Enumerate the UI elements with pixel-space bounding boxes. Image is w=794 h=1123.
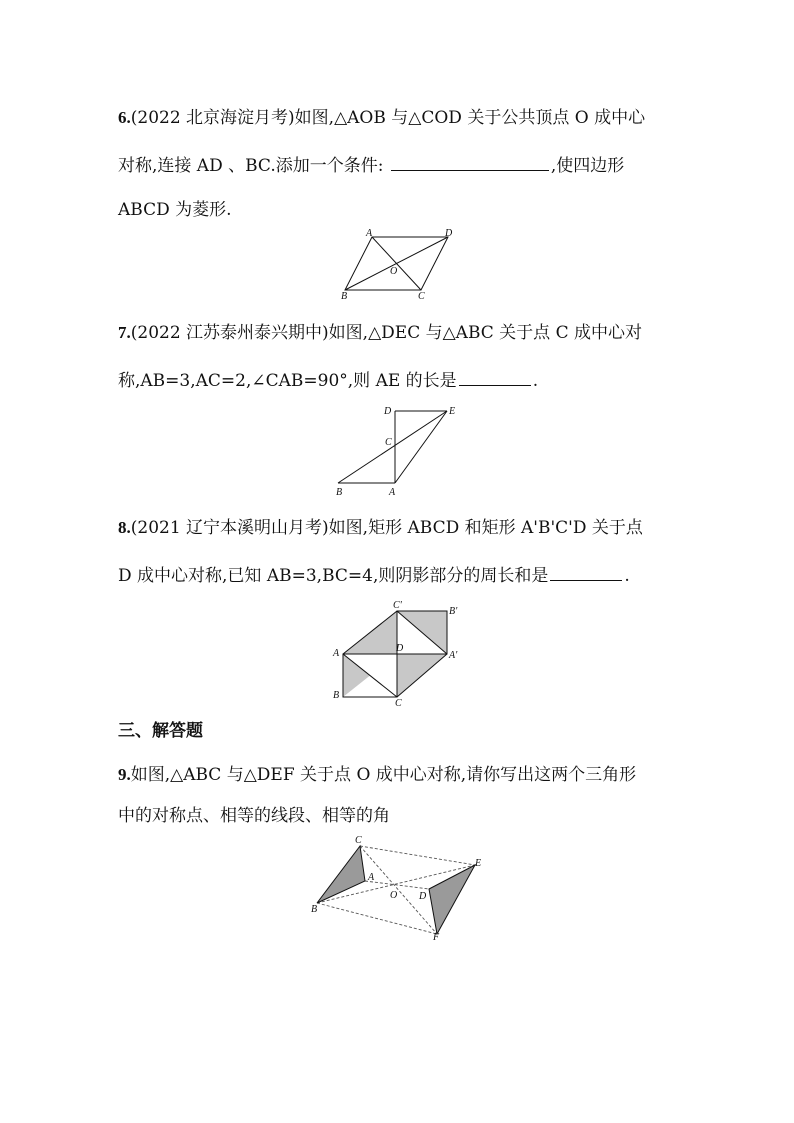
q8-figure: [330, 598, 470, 708]
q9-triangle-ABC: [317, 846, 365, 903]
q8-label-C-prime: C': [393, 600, 402, 611]
q9-number: 9.: [118, 765, 131, 784]
q6-answer-blank[interactable]: [391, 169, 549, 171]
q9-label-F: F: [433, 932, 440, 943]
q6-number: 6.: [118, 108, 131, 127]
q9-line1: [118, 760, 636, 785]
q7-line2: [118, 366, 538, 391]
q7-label-E: E: [449, 406, 456, 417]
q9-label-B: B: [311, 904, 318, 915]
q8-number: 8.: [118, 518, 131, 537]
q9-line2: [118, 801, 390, 826]
q9-figure: [305, 828, 495, 943]
q7-answer-blank[interactable]: [459, 384, 531, 386]
q7-label-D: D: [384, 406, 392, 417]
q7-text-line2-post: .: [532, 371, 539, 391]
q7-number: 7.: [118, 323, 131, 342]
q7-text-line1: (2022 江苏泰州泰兴期中)如图,△DEC 与△ABC 关于点 C 成中心对: [130, 323, 642, 343]
q8-label-A: A: [333, 648, 340, 659]
q6-label-D: D: [445, 228, 453, 239]
q6-text-line2-post: ,使四边形: [550, 156, 625, 176]
q8-line1: [118, 513, 643, 538]
q7-text-line2-pre: 称,AB=3,AC=2,∠CAB=90°,则 AE 的长是: [118, 371, 457, 391]
q6-label-O: O: [390, 266, 398, 277]
q7-label-A: A: [389, 487, 396, 498]
q8-label-A-prime: A': [449, 650, 458, 661]
q6-text-line2-pre: 对称,连接 AD 、BC.添加一个条件:: [118, 156, 389, 176]
q6-line3: [118, 195, 232, 220]
q6-figure: [335, 225, 465, 305]
q6-text-line3: ABCD 为菱形.: [118, 200, 232, 220]
q8-label-D: D: [396, 643, 404, 654]
q9-text-line2: 中的对称点、相等的线段、相等的角: [118, 806, 390, 826]
q8-answer-blank[interactable]: [550, 579, 622, 581]
section-title: 三、解答题: [118, 721, 203, 741]
q7-line1: [118, 318, 642, 343]
q6-text-line1: (2022 北京海淀月考)如图,△AOB 与△COD 关于公共顶点 O 成中心: [130, 108, 646, 128]
q8-label-C: C: [395, 698, 402, 709]
q6-label-C: C: [418, 291, 425, 302]
q8-label-B: B: [333, 690, 340, 701]
q6-label-A: A: [366, 228, 373, 239]
q9-triangle-DEF: [429, 865, 475, 934]
q8-text-line2-pre: D 成中心对称,已知 AB=3,BC=4,则阴影部分的周长和是: [118, 566, 549, 586]
q8-label-B-prime: B': [449, 606, 458, 617]
q6-line1: [118, 103, 645, 128]
q9-label-C: C: [355, 835, 362, 846]
q7-figure: [330, 400, 465, 500]
q9-label-E: E: [475, 858, 482, 869]
q7-label-B: B: [336, 487, 343, 498]
q9-label-O: O: [390, 890, 398, 901]
q8-text-line2-post: .: [624, 566, 630, 586]
q9-label-A: A: [368, 872, 375, 883]
q9-label-D: D: [419, 891, 427, 902]
q8-text-line1: (2021 辽宁本溪明山月考)如图,矩形 ABCD 和矩形 A'B'C'D 关于点: [130, 518, 643, 538]
q6-label-B: B: [341, 291, 348, 302]
q6-line2: [118, 151, 624, 176]
q8-line2: [118, 561, 630, 586]
q9-text-line1: 如图,△ABC 与△DEF 关于点 O 成中心对称,请你写出这两个三角形: [130, 765, 637, 785]
q7-label-C: C: [385, 437, 392, 448]
